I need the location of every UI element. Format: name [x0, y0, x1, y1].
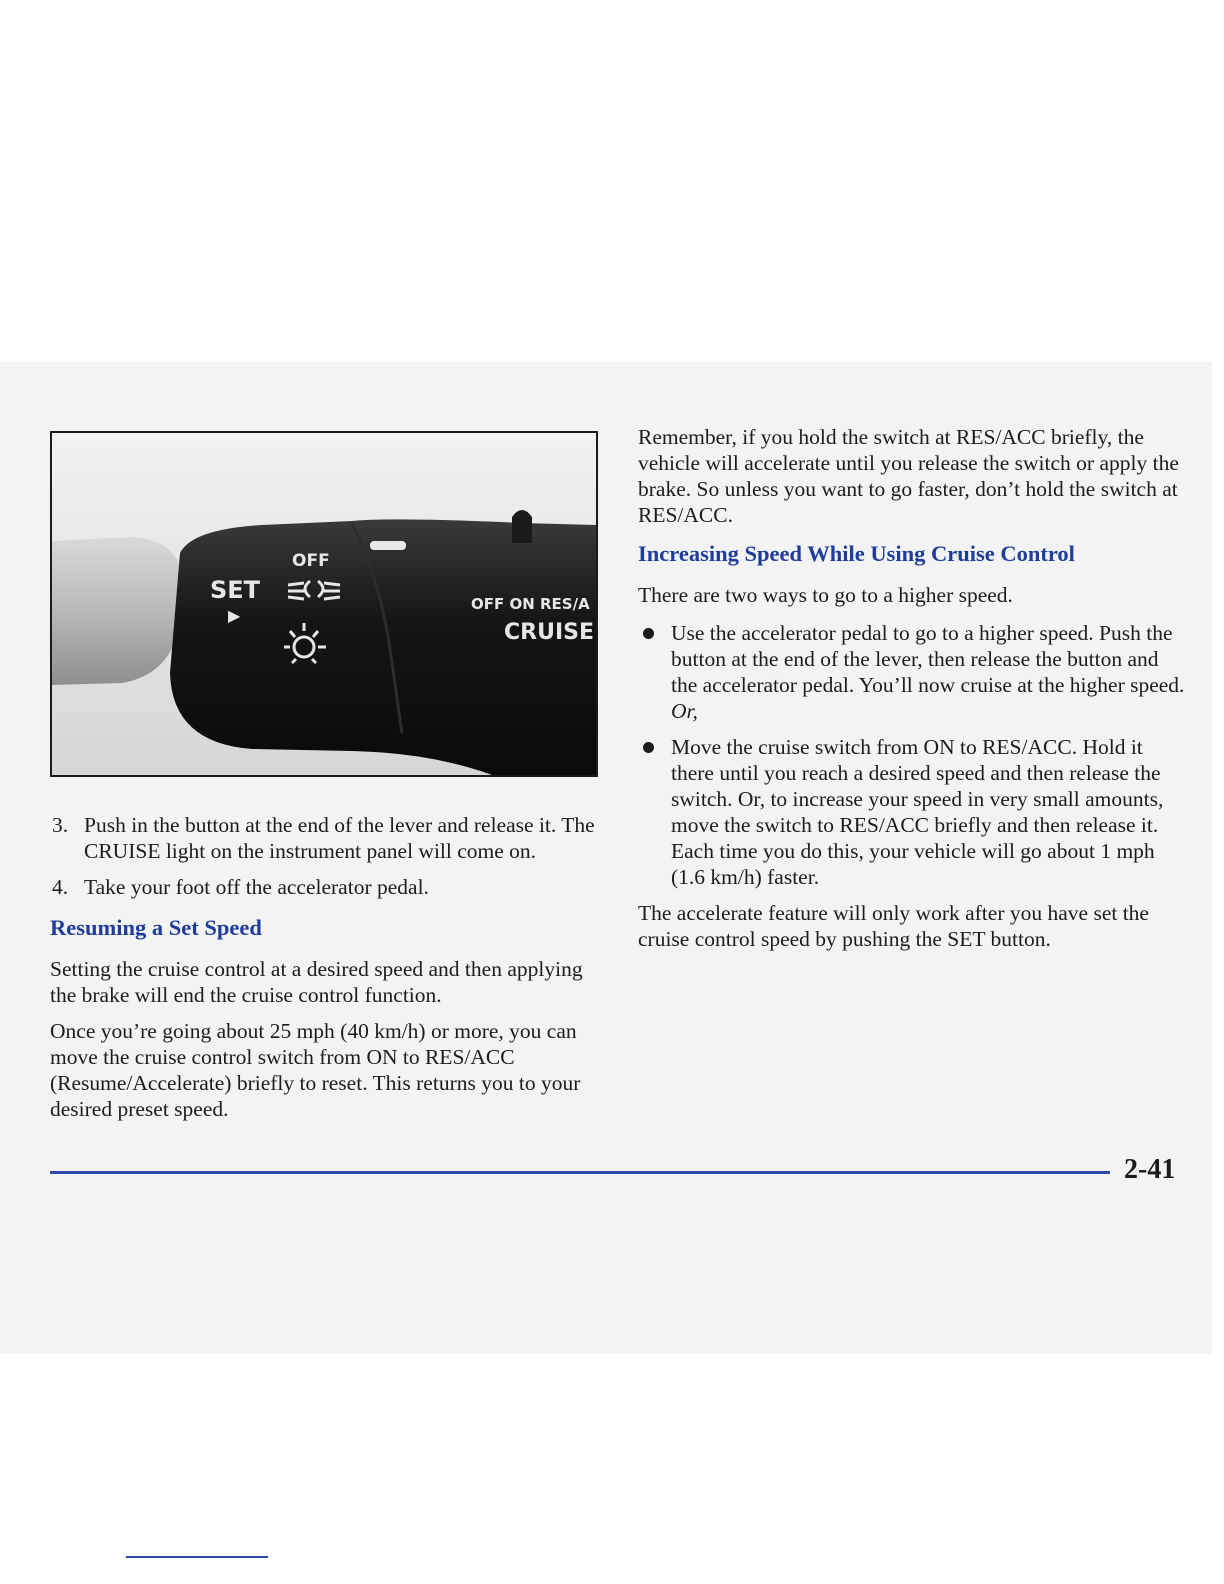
- switch-positions-label: OFF ON RES/A: [471, 595, 590, 613]
- bottom-line: [126, 1556, 268, 1558]
- bullet-text: Move the cruise switch from ON to RES/ACC. Hold it there until you reach a desired speed and then release the switch. Or, to increase your speed in very small amounts, move the switch to RES/ACC briefly and then release it. Each time you do this, your vehicle will go about 1 mph (1.6 km/h) faster.: [671, 735, 1164, 889]
- bullet-item: [638, 734, 1186, 890]
- set-arrow-icon: ▶: [228, 606, 241, 625]
- paragraph: Once you’re going about 25 mph (40 km/h) or more, you can move the cruise control switch from ON to RES/ACC (Resume/Accelerate) briefly to reset. This returns you to your desired preset speed.: [50, 1019, 581, 1121]
- paragraph: Setting the cruise control at a desired speed and then applying the brake will end the cruise control function.: [50, 957, 583, 1007]
- step-text: Push in the button at the end of the lever and release it. The CRUISE light on the instrument panel will come on.: [84, 813, 595, 863]
- footer-rule: [50, 1171, 1110, 1174]
- step-text: Take your foot off the accelerator pedal.: [84, 875, 429, 899]
- step-number: 4.: [52, 875, 69, 899]
- set-label: SET: [210, 576, 261, 604]
- bullet-or: Or,: [671, 699, 698, 723]
- section-heading-increasing: Increasing Speed While Using Cruise Control: [638, 541, 1075, 566]
- bullet-text: Use the accelerator pedal to go to a higher speed. Push the button at the end of the lever, then release the button and the accelerator pedal. You’ll now cruise at the higher speed.: [671, 621, 1185, 697]
- right-column: [638, 424, 1186, 962]
- bullet-dot-icon: [643, 628, 654, 639]
- indicator-tab: [370, 541, 406, 550]
- off-label: OFF: [292, 551, 330, 571]
- cruise-lever-illustration: [50, 431, 598, 777]
- bullet-item: [638, 620, 1186, 724]
- lever-photo: [52, 433, 596, 775]
- step-4: [50, 874, 595, 900]
- section-heading-resuming: Resuming a Set Speed: [50, 915, 262, 940]
- intro-paragraph: Remember, if you hold the switch at RES/ACC briefly, the vehicle will accelerate until you release the switch or apply the brake. So unless you want to go faster, don’t hold the switch at RES/ACC.: [638, 425, 1179, 527]
- closing-paragraph: The accelerate feature will only work after you have set the cruise control speed by pushing the SET button.: [638, 901, 1149, 951]
- left-column: [50, 812, 595, 1132]
- cruise-label: CRUISE: [504, 620, 595, 645]
- lead-paragraph: There are two ways to go to a higher speed.: [638, 583, 1013, 607]
- lever-stalk: [170, 519, 596, 775]
- bullet-dot-icon: [643, 742, 654, 753]
- step-3: [50, 812, 595, 864]
- page-number: 2-41: [1124, 1154, 1176, 1185]
- step-number: 3.: [52, 813, 69, 837]
